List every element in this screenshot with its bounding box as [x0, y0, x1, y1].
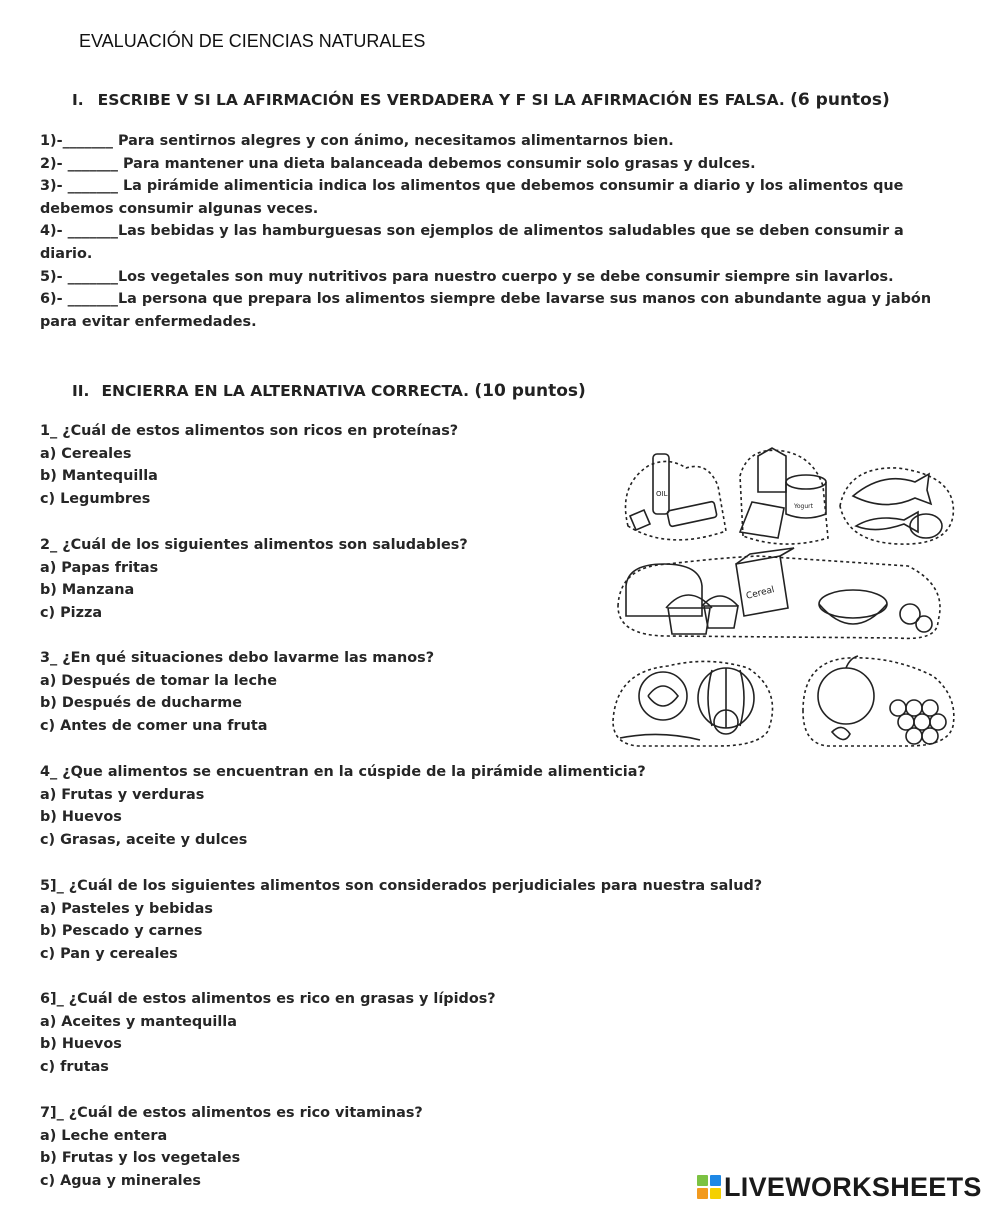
question-text: 2_ ¿Cuál de los siguientes alimentos son saludables?: [40, 537, 468, 553]
answer-option[interactable]: a) Pasteles y bebidas: [40, 900, 213, 917]
oil-bottle-icon: [653, 454, 669, 514]
yogurt-label: Yogurt: [794, 503, 813, 510]
tf-item-1[interactable]: 1)-_______ Para sentirnos alegres y con ánimo, necesitamos alimentarnos bien.: [40, 133, 674, 149]
grains-group: [618, 548, 940, 638]
tf-item-2[interactable]: 2)- _______ Para mantener una dieta balanceada debemos consumir solo grasas y dulces.: [40, 155, 756, 172]
butter-icon: [667, 501, 717, 527]
cabbage-icon: [639, 672, 687, 720]
question-text: 7]_ ¿Cuál de estos alimentos es rico vitaminas?: [40, 1105, 423, 1121]
answer-option[interactable]: c) Antes de comer una fruta: [40, 717, 268, 734]
section-2-number: II.: [72, 382, 90, 400]
question-text: 3_ ¿En qué situaciones debo lavarme las manos?: [40, 650, 435, 666]
section-1-number: I.: [72, 91, 84, 109]
answer-option[interactable]: a) Después de tomar la leche: [40, 672, 277, 689]
yogurt-cup-icon: [786, 475, 826, 489]
chicken-leg-icon: [853, 474, 931, 505]
question-text: 5]_ ¿Cuál de los siguientes alimentos son considerados perjudiciales para nuestra salud?: [40, 878, 763, 894]
apple-icon: [818, 668, 874, 724]
answer-option[interactable]: a) Leche entera: [40, 1127, 168, 1144]
cereal-label: Cereal: [745, 585, 776, 602]
tf-item-6[interactable]: 6)- _______La persona que prepara los alimentos siempre debe lavarse sus manos con abundante agua y jabón para evitar enfermedades.: [40, 291, 932, 330]
answer-option[interactable]: b) Frutas y los vegetales: [40, 1150, 241, 1167]
question-block-4: [40, 761, 920, 851]
answer-option[interactable]: c) frutas: [40, 1058, 109, 1075]
answer-option[interactable]: b) Mantequilla: [40, 468, 158, 485]
answer-option[interactable]: c) Agua y minerales: [40, 1172, 201, 1189]
answer-option[interactable]: a) Cereales: [40, 445, 132, 462]
question-text: 1_ ¿Cuál de estos alimentos son ricos en proteínas?: [40, 423, 459, 439]
section-1-points: (6 puntos): [790, 90, 890, 110]
tf-item-3[interactable]: 3)- _______ La pirámide alimenticia indica los alimentos que debemos consumir a diario y los alimentos que debemos consumir algunas veces.: [40, 178, 904, 217]
section-2-heading: [72, 381, 586, 401]
logo-square-orange: [697, 1188, 708, 1199]
answer-option[interactable]: b) Pescado y carnes: [40, 923, 203, 940]
answer-option[interactable]: c) Pizza: [40, 604, 103, 621]
fruits-vegetables-group: [613, 656, 954, 746]
answer-option[interactable]: c) Grasas, aceite y dulces: [40, 831, 248, 848]
page-title: EVALUACIÓN DE CIENCIAS NATURALES: [79, 31, 426, 51]
cereal-box-icon: [736, 556, 788, 616]
question-block-6: [40, 988, 920, 1078]
answer-option[interactable]: c) Pan y cereales: [40, 945, 178, 962]
answer-option[interactable]: a) Aceites y mantequilla: [40, 1013, 237, 1030]
liveworksheets-logo: [697, 1170, 982, 1204]
question-text: 6]_ ¿Cuál de estos alimentos es rico en grasas y lípidos?: [40, 991, 496, 1007]
liveworksheets-icon: [697, 1175, 721, 1199]
egg-icon: [910, 514, 942, 538]
candy-icon: [630, 510, 650, 530]
section-1-heading: [72, 90, 890, 110]
section-2-points: (10 puntos): [474, 381, 586, 401]
grapes-icon: [890, 700, 946, 744]
food-groups-illustration: [608, 446, 970, 766]
answer-option[interactable]: b) Huevos: [40, 809, 122, 826]
answer-option[interactable]: b) Después de ducharme: [40, 695, 242, 712]
tf-item-4[interactable]: 4)- _______Las bebidas y las hamburguesas son ejemplos de alimentos saludables que se deben consumir a diario.: [40, 223, 904, 262]
answer-option[interactable]: a) Frutas y verduras: [40, 786, 205, 803]
dairy-fats-group: [626, 448, 954, 544]
milk-carton-icon: [758, 448, 786, 492]
fish-icon: [856, 512, 918, 532]
logo-square-yellow: [710, 1188, 721, 1199]
section-1-instruction: ESCRIBE V SI LA AFIRMACIÓN ES VERDADERA Y F SI LA AFIRMACIÓN ES FALSA.: [97, 91, 785, 109]
answer-option[interactable]: b) Huevos: [40, 1036, 122, 1053]
question-text: 4_ ¿Que alimentos se encuentran en la cúspide de la pirámide alimenticia?: [40, 764, 646, 780]
section-2-instruction: ENCIERRA EN LA ALTERNATIVA CORRECTA.: [101, 382, 469, 400]
oil-label: OIL: [656, 490, 668, 498]
answer-option[interactable]: c) Legumbres: [40, 490, 151, 507]
muffin-icon: [668, 608, 710, 634]
logo-square-green: [697, 1175, 708, 1186]
cheese-icon: [740, 502, 784, 538]
corn-icon: [620, 734, 700, 740]
liveworksheets-wordmark: LIVEWORKSHEETS: [724, 1171, 982, 1202]
true-false-list: [40, 130, 945, 333]
question-block-5: [40, 875, 920, 965]
answer-option[interactable]: a) Papas fritas: [40, 559, 159, 576]
answer-option[interactable]: b) Manzana: [40, 582, 135, 599]
strawberry-icon: [832, 727, 850, 739]
tf-item-5[interactable]: 5)- _______Los vegetales son muy nutritivos para nuestro cuerpo y se debe consumir siempre sin lavarlos.: [40, 268, 894, 285]
logo-square-blue: [710, 1175, 721, 1186]
